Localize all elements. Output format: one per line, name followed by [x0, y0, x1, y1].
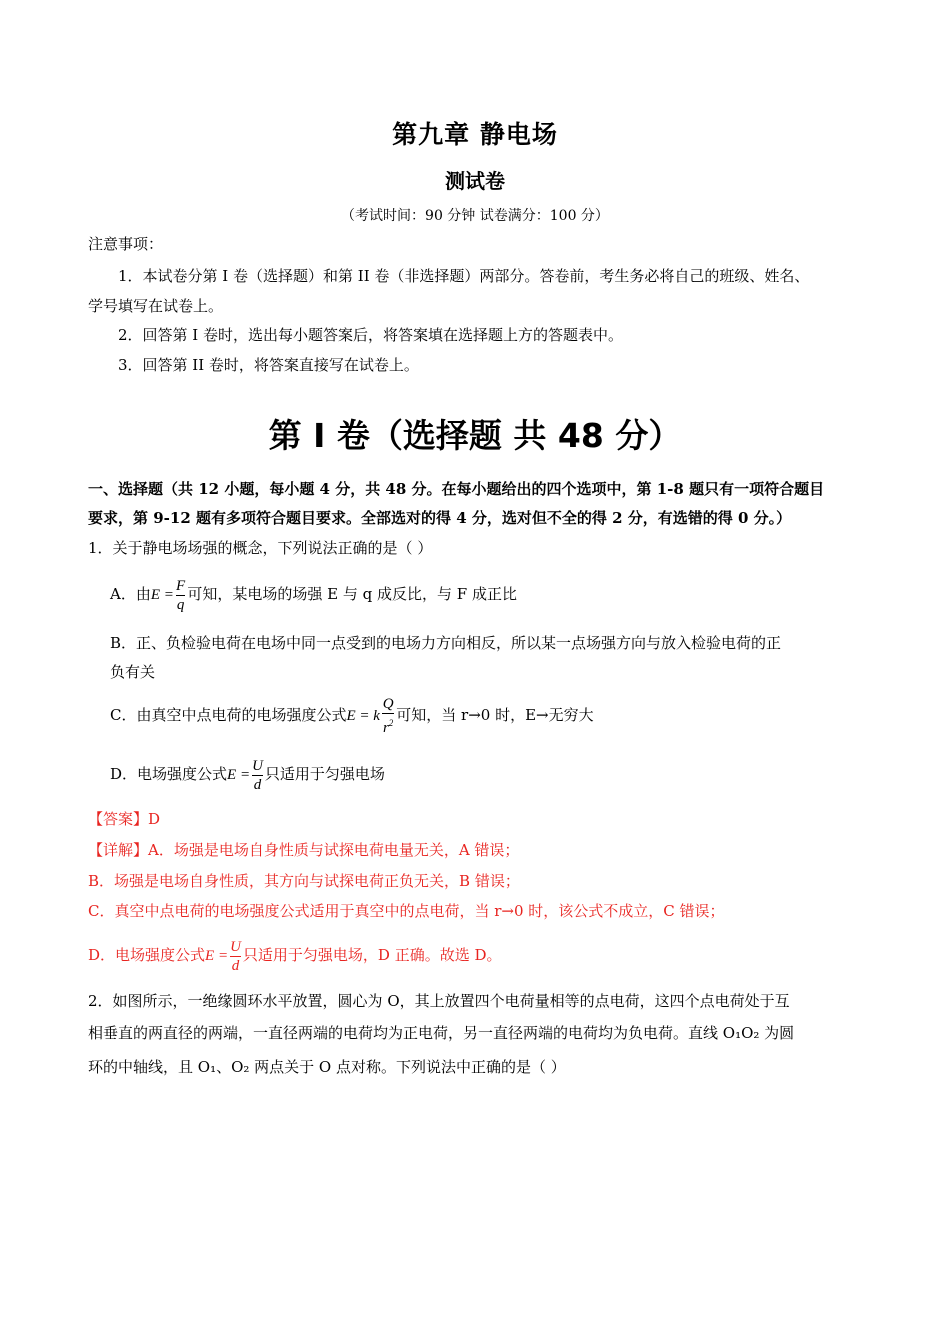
question-1-stem: 1．关于静电场场强的概念，下列说法正确的是（ ）: [88, 539, 433, 557]
explanation-d-fraction: [230, 938, 241, 975]
explanation-d-prefix: D．电场强度公式: [88, 946, 206, 964]
section-title: 第 I 卷（选择题 共 48 分）: [268, 416, 682, 455]
question-1-explanation-c: C．真空中点电荷的电场强度公式适用于真空中的点电荷，当 r→0 时，该公式不成立，C 错误；: [88, 902, 725, 920]
question-1-explanation-b: B．场强是电场自身性质，其方向与试探电荷正负无关，B 错误；: [88, 872, 520, 890]
question-1-option-b-cont: 负有关: [110, 663, 156, 681]
option-d-suffix: 只适用于匀强电场: [264, 765, 385, 783]
question-2-stem-line1: 2．如图所示，一绝缘圆环水平放置，圆心为 O，其上放置四个电荷量相等的点电荷，这四个点电荷处于互: [88, 992, 790, 1010]
option-c-prefix: C．由真空中点电荷的电场强度公式: [110, 706, 347, 724]
explanation-d-denominator: d: [231, 957, 240, 974]
question-1-answer: 【答案】D: [88, 810, 161, 828]
explanation-d-formula-lhs: E =: [205, 948, 229, 964]
option-c-numerator: Q: [382, 696, 394, 712]
question-2-stem-line3: 环的中轴线，且 O₁、O₂ 两点关于 O 点对称。下列说法中正确的是（ ）: [88, 1058, 566, 1076]
question-1-option-d: [110, 752, 385, 796]
section-instructions-cont: 要求，第 9-12 题有多项符合题目要求。全部选对的得 4 分，选对但不全的得 2 分，有选错的得 0 分。）: [88, 509, 792, 527]
question-1-option-b: B．正、负检验电荷在电场中同一点受到的电场力方向相反，所以某一点场强方向与放入检验电荷的正: [110, 634, 782, 652]
option-d-fraction: [252, 757, 263, 794]
explanation-d-numerator: U: [230, 938, 241, 955]
option-a-suffix: 可知，某电场的场强 E 与 q 成反比，与 F 成正比: [187, 585, 517, 603]
option-a-prefix: A．由: [110, 585, 151, 603]
test-subtitle: 测试卷: [445, 169, 505, 193]
question-1-option-c: [110, 693, 594, 737]
option-c-suffix: 可知，当 r→0 时，E→无穷大: [396, 706, 594, 724]
option-d-prefix: D．电场强度公式: [110, 765, 228, 783]
notes-item-1: 1．本试卷分第 I 卷（选择题）和第 II 卷（非选择题）两部分。答卷前，考生务必将自己的班级、姓名、: [118, 267, 810, 285]
option-a-denominator: q: [176, 596, 185, 613]
section-instructions: 一、选择题（共 12 小题，每小题 4 分，共 48 分。在每小题给出的四个选项中，第 1-8 题只有一项符合题目: [88, 480, 825, 498]
question-1-explanation-d: [88, 933, 502, 977]
option-a-numerator: F: [176, 577, 186, 594]
exam-info: （考试时间：90 分钟 试卷满分：100 分）: [341, 208, 609, 224]
explanation-d-suffix: 只适用于匀强电场，D 正确。故选 D。: [242, 946, 502, 964]
notes-heading: 注意事项：: [88, 235, 164, 253]
question-1-explanation-a: 【详解】A．场强是电场自身性质与试探电荷电量无关，A 错误；: [88, 841, 520, 859]
option-d-formula-lhs: E =: [227, 767, 251, 783]
question-2-stem-line2: 相垂直的两直径的两端，一直径两端的电荷均为正电荷，另一直径两端的电荷均为负电荷。直线 O₁O₂ 为圆: [88, 1024, 795, 1042]
notes-item-1-cont: 学号填写在试卷上。: [88, 297, 224, 315]
option-d-denominator: d: [253, 776, 262, 793]
notes-item-2: 2．回答第 I 卷时，选出每小题答案后，将答案填在选择题上方的答题表中。: [118, 326, 624, 344]
chapter-title: 第九章 静电场: [392, 120, 558, 149]
notes-item-3: 3．回答第 II 卷时，将答案直接写在试卷上。: [118, 356, 419, 374]
option-c-fraction: [382, 695, 394, 737]
option-a-fraction: [176, 577, 186, 614]
option-c-denominator: $r^2$: [382, 713, 394, 737]
question-1-option-a: [110, 572, 517, 616]
option-d-numerator: U: [252, 757, 263, 774]
option-c-formula-lhs: E = k: [346, 708, 380, 724]
option-a-formula-lhs: E =: [150, 587, 174, 603]
